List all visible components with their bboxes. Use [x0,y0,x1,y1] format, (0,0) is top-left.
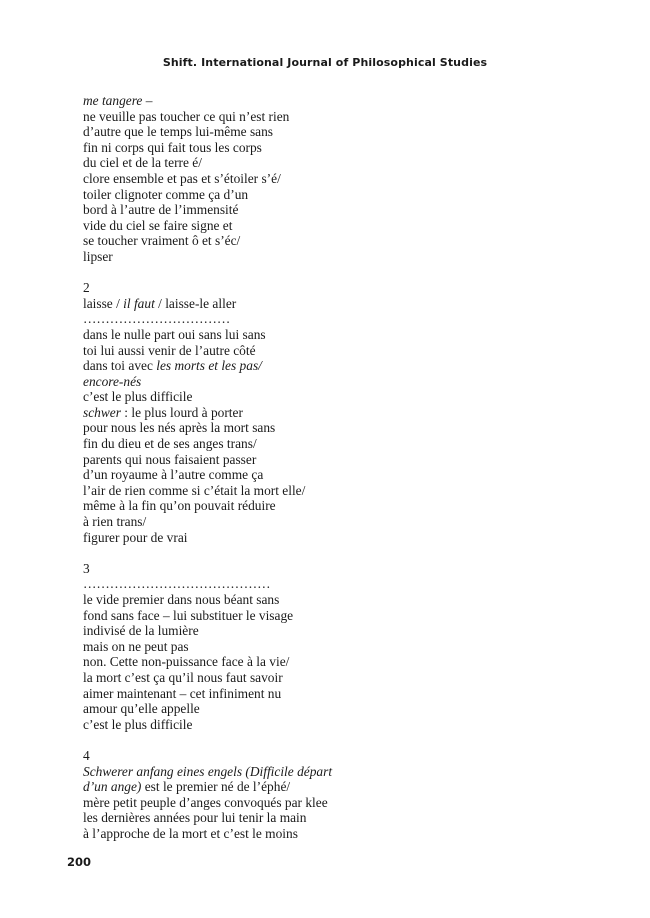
text-segment: les dernières années pour lui tenir la main [83,810,307,826]
text-segment: amour qu’elle appelle [83,701,200,717]
text-segment: …………………………………… [83,576,271,592]
poem-line [83,296,563,312]
text-segment: même à la fin qu’on pouvait réduire [83,498,276,514]
poem-line [83,311,563,327]
italic-segment: d’un ange) [83,779,142,795]
stanza-gap [83,545,563,561]
poem-line [83,389,563,405]
text-segment: – [142,93,153,108]
poem-line [83,374,563,390]
poem-line [83,109,563,125]
poem-line [83,358,563,374]
poem-line [83,420,563,436]
text-segment: ne veuille pas toucher ce qui n’est rien [83,108,290,124]
poem-line [83,561,563,577]
poem-line [83,810,563,826]
poem-line [83,764,563,780]
stanza-gap [83,732,563,748]
italic-segment: il faut [123,295,155,311]
text-segment: non. Cette non-puissance face à la vie/ [83,654,290,670]
poem-line [83,202,563,218]
text-segment: laisse / [83,295,124,311]
text-segment: toi lui aussi venir de l’autre côté [83,342,256,358]
text-segment: / laisse-le aller [154,295,237,311]
text-segment: l’air de rien comme si c’était la mort elle/ [83,482,306,498]
text-segment: la mort c’est ça qu’il nous faut savoir [83,669,283,685]
poem-line [83,218,563,234]
text-segment: fin ni corps qui fait tous les corps [83,139,262,155]
poem-line [83,327,563,343]
text-segment: du ciel et de la terre é/ [83,155,202,171]
poem-line [83,795,563,811]
text-segment: mère petit peuple d’anges convoqués par klee [83,794,328,810]
poem-line [83,530,563,546]
poem-line [83,717,563,733]
text-segment: fin du dieu et de ses anges trans/ [83,436,257,452]
poem-line [83,514,563,530]
text-segment: c’est le plus difficile [83,716,193,732]
text-segment: indivisé de la lumière [83,623,199,639]
text-segment: bord à l’autre de l’immensité [83,202,239,218]
poem-line [83,93,563,109]
text-segment: d’un royaume à l’autre comme ça [83,467,264,483]
text-segment: dans toi avec [83,358,157,374]
poem-line [83,233,563,249]
poem-line [83,701,563,717]
poem-line [83,748,563,764]
poem-line [83,467,563,483]
text-segment: …………………………… [83,311,231,327]
italic-segment: me tangere [83,93,143,108]
poem-line [83,187,563,203]
text-segment: 2 [83,280,90,296]
poem-line [83,576,563,592]
text-segment: figurer pour de vrai [83,529,188,545]
poem-line [83,654,563,670]
text-segment: 4 [83,747,90,763]
italic-segment: encore-nés [83,373,142,389]
poem-line [83,826,563,842]
poem-line [83,608,563,624]
poem-line [83,343,563,359]
poem-line [83,623,563,639]
text-segment: mais on ne peut pas [83,638,189,654]
text-segment: toiler clignoter comme ça d’un [83,186,249,202]
poem-line [83,686,563,702]
text-segment: d’autre que le temps lui-même sans [83,124,274,140]
text-segment: c’est le plus difficile [83,389,193,405]
text-segment: le vide premier dans nous béant sans [83,592,280,607]
text-segment: à l’approche de la mort et c’est le moins [83,825,298,841]
poem-line [83,452,563,468]
poem-line [83,405,563,421]
text-segment: dans le nulle part oui sans lui sans [83,326,266,342]
text-segment: aimer maintenant – cet infiniment nu [83,685,282,701]
poem-line [83,155,563,171]
text-segment: parents qui nous faisaient passer [83,451,257,467]
text-segment: est le premier né de l’éphé/ [141,779,291,795]
poem-line [83,436,563,452]
poem-line [83,249,563,265]
italic-segment: schwer [83,404,121,420]
poem-line [83,498,563,514]
text-segment: se toucher vraiment ô et s’éc/ [83,233,241,249]
stanza-gap [83,265,563,281]
text-segment: lipser [83,248,113,264]
italic-segment: Schwerer anfang eines engels (Difficile départ [83,763,333,779]
poem-line [83,280,563,296]
poem-line [83,483,563,499]
poem-line [83,670,563,686]
page-number: 200 [67,855,92,869]
poem-line [83,592,563,608]
text-segment: : le plus lourd à porter [120,404,243,420]
text-segment: à rien trans/ [83,514,147,530]
poem-line [83,171,563,187]
poem-line [83,124,563,140]
text-segment: pour nous les nés après la mort sans [83,420,276,436]
text-segment: 3 [83,560,90,576]
italic-segment: les morts et les pas/ [156,358,262,374]
text-segment: vide du ciel se faire signe et [83,217,233,233]
text-segment: fond sans face – lui substituer le visage [83,607,294,623]
text-segment: clore ensemble et pas et s’étoiler s’é/ [83,170,281,186]
running-header: Shift. International Journal of Philosophical Studies [162,56,488,69]
poem-line [83,140,563,156]
poem-text [83,93,563,842]
poem-line [83,639,563,655]
poem-line [83,779,563,795]
